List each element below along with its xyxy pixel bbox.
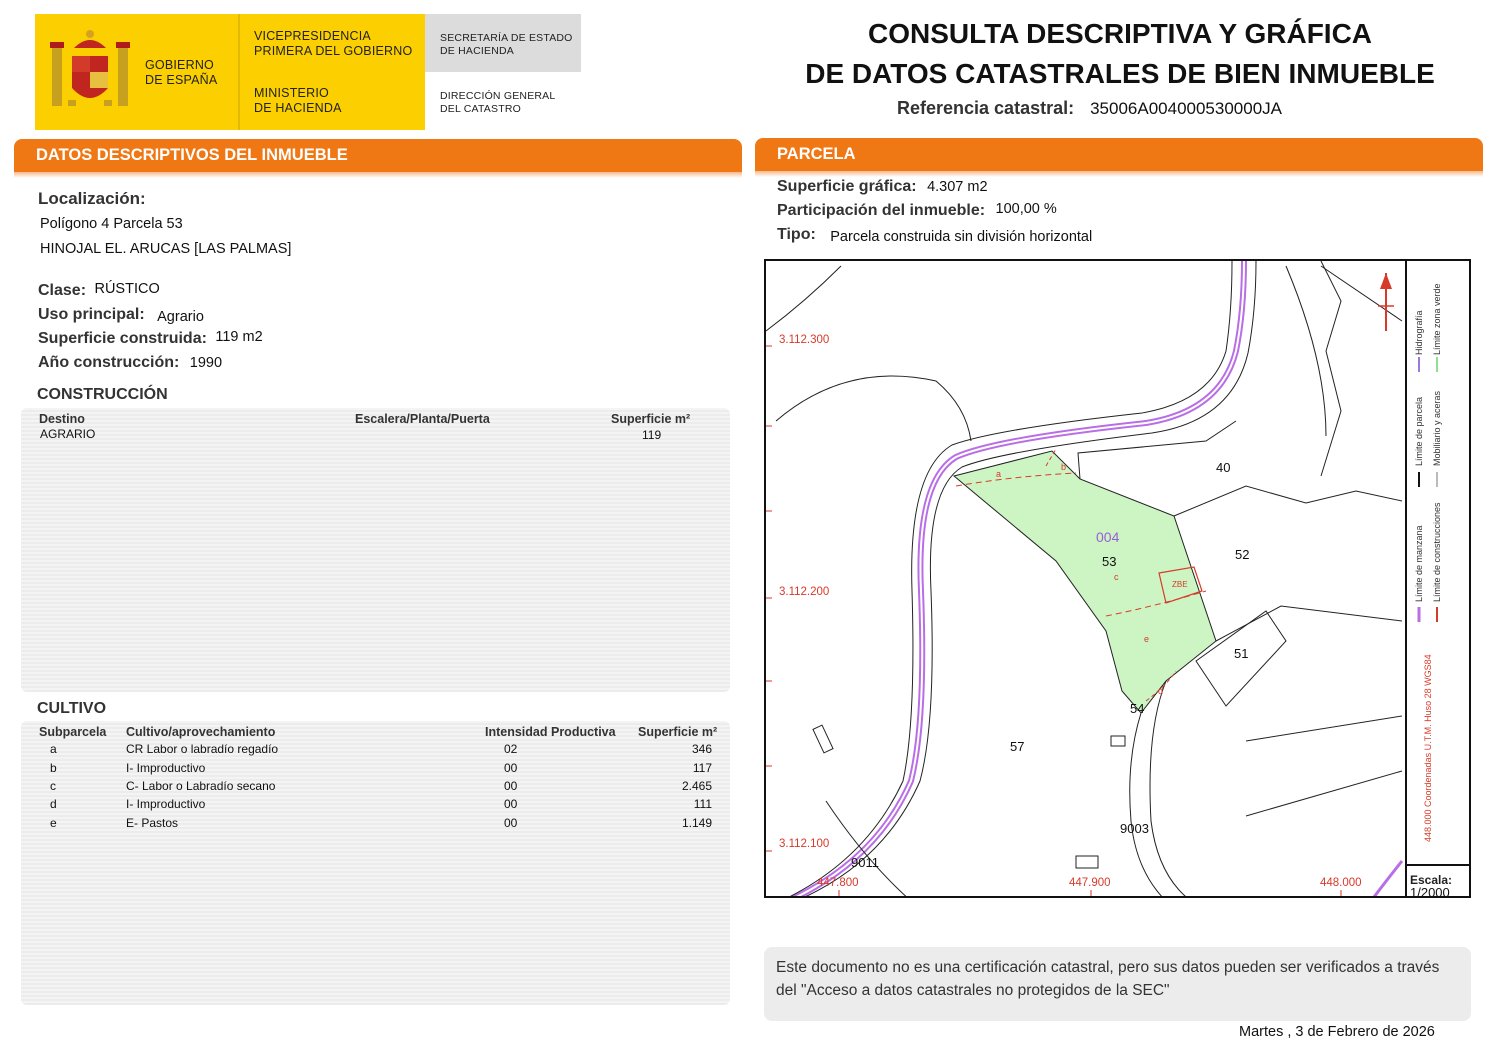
clase-row: Clase: RÚSTICO (38, 281, 160, 299)
cultivo-title: CULTIVO (37, 700, 107, 717)
grid-label-y: 3.112.300 (779, 334, 830, 346)
boundary-n (1286, 266, 1326, 436)
table-row-cultivo: I- Improductivo (126, 761, 206, 775)
table-row-superficie: 346 (691, 742, 712, 756)
participacion-row: Participación del inmueble: 100,00 % (777, 201, 1057, 219)
boundary-nw (766, 266, 841, 331)
subparcel-label-d: d (1158, 686, 1164, 696)
legend-limite-parcela: Límite de parcela (1414, 396, 1424, 466)
disclaimer-text: Este documento no es una certificación catastral, pero sus datos pueden ser verificados a través del "Acceso a datos catastrales no protegidos de la SEC" (776, 959, 1440, 999)
superficie-grafica-row: Superficie gráfica: 4.307 m2 (777, 178, 988, 195)
grid-label-x: 447.900 (1069, 877, 1111, 889)
escala-label: Escala: (1410, 873, 1453, 887)
referencia-catastral: Referencia catastral: 35006A004000530000JA (897, 98, 1282, 118)
table-row-cultivo: C- Labor o Labradío secano (126, 779, 276, 793)
col-subparcela: Subparcela (39, 725, 107, 739)
escala-value: 1/2000 (1410, 885, 1450, 900)
legend-hidrografia: Hidrografía (1414, 310, 1424, 355)
parcel-label-40: 40 (1216, 460, 1231, 475)
construccion-table (21, 408, 730, 692)
parcel-label-57: 57 (1010, 739, 1025, 754)
table-row-sub: b (50, 761, 57, 775)
uso-row: Uso principal: Agrario (38, 306, 204, 325)
subparcel-label-b: b (1061, 462, 1067, 472)
coat-of-arms-icon (48, 26, 132, 114)
table-row-sub: a (50, 742, 57, 756)
parcel-label-52: 52 (1235, 547, 1250, 562)
boundary-ne (1321, 261, 1341, 476)
table-row-cultivo: I- Improductivo (126, 797, 206, 811)
boundary-9003-right (1150, 681, 1191, 896)
table-row-intensidad: 02 (504, 742, 518, 756)
boundary-9003-left (1130, 713, 1166, 896)
legend-divider (1405, 864, 1471, 866)
subparcel-label-a: a (996, 469, 1002, 479)
subparcel-label-c: c (1114, 572, 1119, 582)
boundary-se2 (1246, 771, 1402, 816)
col-destino: Destino (39, 412, 85, 426)
subparcel-label-e: e (1144, 634, 1150, 644)
building-label: ZBE (1172, 580, 1188, 589)
section-header-descriptivos: DATOS DESCRIPTIVOS DEL INMUEBLE (14, 139, 742, 172)
table-row-intensidad: 00 (504, 761, 518, 775)
print-date: Martes , 3 de Febrero de 2026 (1239, 1024, 1435, 1040)
table-row-sub: e (50, 816, 57, 830)
localizacion-label: Localización: (38, 189, 146, 208)
page-title: CONSULTA DESCRIPTIVA Y GRÁFICA DE DATOS CATASTRALES DE BIEN INMUEBLE (805, 18, 1435, 89)
gobierno-label: GOBIERNO DE ESPAÑA (145, 58, 218, 87)
grid-label-x: 448.000 (1320, 877, 1362, 889)
grid-label-x: 447.800 (817, 877, 859, 889)
table-row-destino: AGRARIO (40, 427, 96, 441)
logo-divider (238, 14, 240, 130)
legend-mobiliario: Mobiliario y aceras (1432, 390, 1442, 466)
grid-label-y: 3.112.100 (779, 838, 830, 850)
ministerio-label: MINISTERIO DE HACIENDA (254, 86, 342, 115)
structure-1 (813, 725, 833, 753)
structure-2 (1076, 856, 1098, 868)
table-row-intensidad: 00 (504, 779, 518, 793)
superficie-construida-row: Superficie construida: 119 m2 (38, 329, 263, 347)
construccion-title: CONSTRUCCIÓN (37, 386, 168, 403)
parcel-label-51: 51 (1234, 646, 1249, 661)
north-arrow-icon (1378, 273, 1394, 331)
localizacion-line1: Polígono 4 Parcela 53 (40, 216, 183, 232)
col-intensidad: Intensidad Productiva (485, 725, 616, 739)
cadastral-map-drawing (766, 261, 1405, 896)
parcel-label-54: 54 (1130, 701, 1145, 716)
structure-3 (1111, 736, 1125, 746)
col-escalera: Escalera/Planta/Puerta (355, 412, 490, 426)
legend-zona-verde: Límite zona verde (1432, 283, 1442, 355)
table-row-intensidad: 00 (504, 816, 518, 830)
boundary-ne2 (1321, 266, 1402, 321)
boundary-se1 (1246, 716, 1402, 741)
boundary-52-bottom (1216, 606, 1402, 641)
legend-coordenadas: 448.000 Coordenadas U.T.M. Huso 28 WGS84 (1423, 654, 1433, 842)
col-superficie: Superficie m² (611, 412, 691, 426)
direccion-catastro-label: DIRECCIÓN GENERAL DEL CATASTRO (440, 90, 556, 115)
road-purple-se (1371, 861, 1402, 896)
table-row-superficie: 1.149 (681, 816, 712, 830)
col-superficie-cultivo: Superficie m² (638, 725, 718, 739)
boundary-52-top (1174, 486, 1402, 516)
anio-construccion-row: Año construcción: 1990 (38, 354, 223, 371)
tipo-row: Tipo: Parcela construida sin división horizontal (777, 226, 1093, 245)
col-cultivo: Cultivo/aprovechamiento (126, 725, 276, 739)
legend-limite-construcciones: Límite de construcciones (1432, 502, 1442, 602)
table-row-intensidad: 00 (504, 797, 518, 811)
parcel-label-9011: 9011 (851, 855, 879, 870)
table-row-superficie: 111 (693, 797, 712, 811)
boundary-w (776, 376, 971, 441)
referencia-value: 35006A004000530000JA (1090, 99, 1282, 118)
table-row-sub: d (50, 797, 57, 811)
parcel-label-53: 53 (1102, 554, 1117, 569)
parcel-label-9003: 9003 (1120, 821, 1149, 836)
table-row-superficie: 119 (642, 428, 662, 442)
secretaria-label: SECRETARÍA DE ESTADO DE HACIENDA (440, 32, 573, 57)
table-row-superficie: 117 (692, 761, 712, 775)
table-row-superficie: 2.465 (681, 779, 712, 793)
poligono-label: 004 (1096, 529, 1120, 545)
vicepresidencia-label: VICEPRESIDENCIA PRIMERA DEL GOBIERNO (254, 29, 413, 58)
table-row-cultivo: E- Pastos (126, 816, 179, 830)
section-header-parcela: PARCELA (755, 138, 1483, 171)
legend-limite-manzana: Límite de manzana (1414, 525, 1424, 602)
table-row-sub: c (50, 779, 56, 793)
table-row-cultivo: CR Labor o labradío regadío (126, 742, 279, 756)
grid-label-y: 3.112.200 (779, 586, 830, 598)
localizacion-line2: HINOJAL EL. ARUCAS [LAS PALMAS] (40, 241, 292, 257)
